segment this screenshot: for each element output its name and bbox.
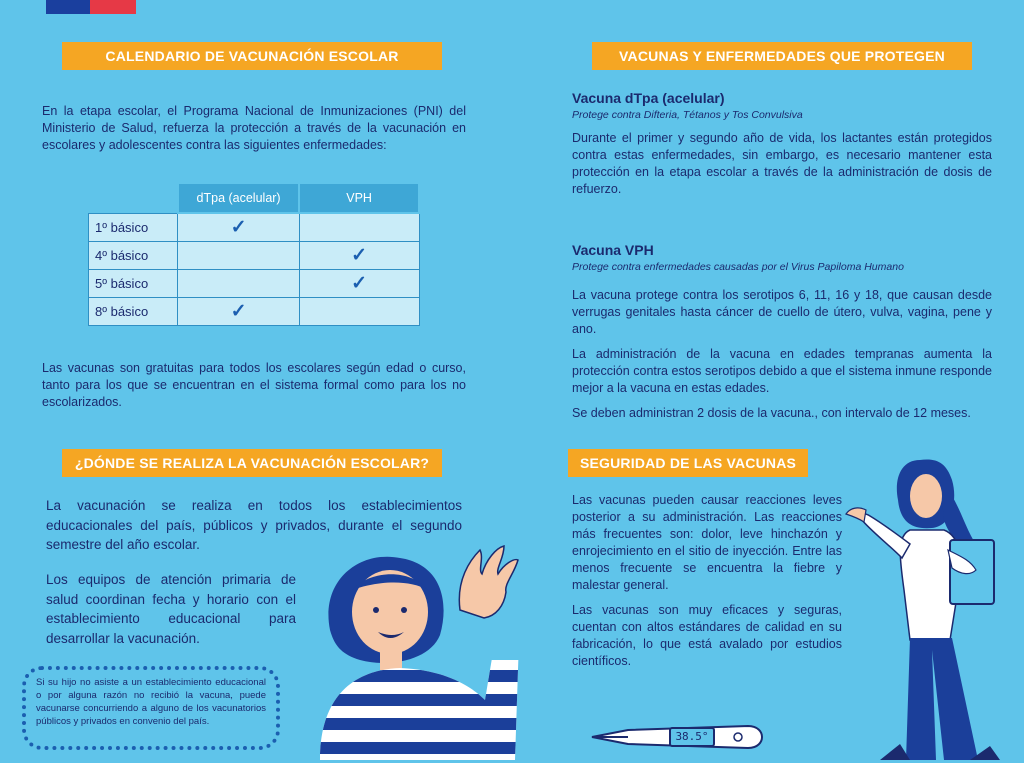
calendar-title-banner — [62, 42, 442, 70]
thermometer-reading: 38.5° — [675, 730, 709, 743]
check-icon: ✓ — [230, 300, 247, 322]
column-header-dtpa: dTpa (acelular) — [178, 183, 299, 213]
calendar-title: CALENDARIO DE VACUNACIÓN ESCOLAR — [105, 48, 399, 64]
flag-blue-block — [46, 0, 90, 14]
table-row — [89, 298, 420, 326]
table-row — [89, 213, 420, 242]
vph-subtitle: Protege contra enfermedades causadas por el Virus Papiloma Humano — [572, 261, 904, 273]
table-header-row — [89, 183, 420, 213]
grade-label: 8º básico — [89, 298, 178, 326]
dtpa-title: Vacuna dTpa (acelular) — [572, 90, 725, 106]
thermometer-illustration — [588, 716, 764, 758]
student-girl-illustration — [300, 540, 520, 760]
grade-label: 5º básico — [89, 270, 178, 298]
vaccines-title-banner — [592, 42, 972, 70]
notice-box — [22, 666, 280, 750]
vph-cell — [299, 298, 419, 326]
notice-text: Si su hijo no asiste a un establecimiento educacional o por alguna razón no recibió la vacuna, puede vacunarse concurriendo a alguno de los vacunatorios públicos y privados en convenio del país. — [36, 677, 266, 727]
vaccination-schedule-table — [88, 182, 420, 326]
safety-title: SEGURIDAD DE LAS VACUNAS — [579, 455, 797, 471]
safety-paragraph-2: Las vacunas son muy eficaces y seguras, cuentan con altos estándares de calidad en su fabricación, lo que está avalado por estudios científicos. — [572, 603, 842, 668]
safety-title-banner — [568, 449, 808, 477]
dtpa-cell — [178, 213, 299, 242]
free-vaccines-text: Las vacunas son gratuitas para todos los escolares según edad o curso, tanto para los que se encuentran en el sistema formal como para los no escolarizados. — [42, 361, 466, 409]
safety-paragraph-1: Las vacunas pueden causar reacciones leves posterior a su administración. Las reacciones más frecuentes son: dolor, leve hinchazón y enrojecimiento en el sitio de inyección. Entre las menos frecuente se encuentra la fiebre y malestar general. — [572, 493, 842, 592]
dtpa-cell — [178, 270, 299, 298]
vph-cell — [299, 213, 419, 242]
check-icon: ✓ — [351, 272, 368, 294]
where-paragraph-2: Los equipos de atención primaria de salud coordinan fecha y horario con el establecimiento educacional para desarrollar la vacunación. — [46, 572, 296, 646]
column-header-vph: VPH — [299, 183, 419, 213]
check-icon: ✓ — [230, 216, 247, 238]
dtpa-cell — [178, 242, 299, 270]
flag-red-block — [90, 0, 136, 14]
table-row — [89, 270, 420, 298]
dtpa-body: Durante el primer y segundo año de vida, los lactantes están protegidos contra estas enfermedades, sin embargo, es necesario mantener esta protección en la etapa escolar a través de la administración de dosis de refuerzo. — [572, 131, 992, 196]
vph-body-2: La administración de la vacuna en edades tempranas aumenta la protección contra estos serotipos debido a que el sistema inmune responde mejor a la vacuna en estas edades. — [572, 347, 992, 395]
grade-label: 4º básico — [89, 242, 178, 270]
vph-cell — [299, 242, 419, 270]
table-row — [89, 242, 420, 270]
where-paragraph-1: La vacunación se realiza en todos los establecimientos educacionales del país, públicos y privados, durante el segundo semestre del año escolar. — [46, 498, 462, 552]
where-title: ¿DÓNDE SE REALIZA LA VACUNACIÓN ESCOLAR? — [74, 455, 430, 471]
grade-label: 1º básico — [89, 213, 178, 242]
table-corner — [89, 183, 178, 213]
dtpa-subtitle: Protege contra Difteria, Tétanos y Tos Convulsiva — [572, 109, 803, 121]
dtpa-cell — [178, 298, 299, 326]
vph-cell — [299, 270, 419, 298]
woman-with-folder-illustration — [840, 440, 1024, 760]
vph-title: Vacuna VPH — [572, 242, 654, 258]
check-icon: ✓ — [351, 244, 368, 266]
vph-body-1: La vacuna protege contra los serotipos 6, 11, 16 y 18, que causan desde verrugas genitales hasta cáncer de cuello de útero, vulva, vagina, pene y ano. — [572, 288, 992, 336]
vph-body-3: Se deben administran 2 dosis de la vacuna., con intervalo de 12 meses. — [572, 406, 971, 420]
calendar-intro: En la etapa escolar, el Programa Nacional de Inmunizaciones (PNI) del Ministerio de Salud, refuerza la protección a través de la vacunación en escolares y adolescentes contra las siguientes enfermedades: — [42, 104, 466, 152]
where-title-banner — [62, 449, 442, 477]
vaccines-title: VACUNAS Y ENFERMEDADES QUE PROTEGEN — [619, 48, 945, 64]
chile-flag-strip — [46, 0, 136, 14]
